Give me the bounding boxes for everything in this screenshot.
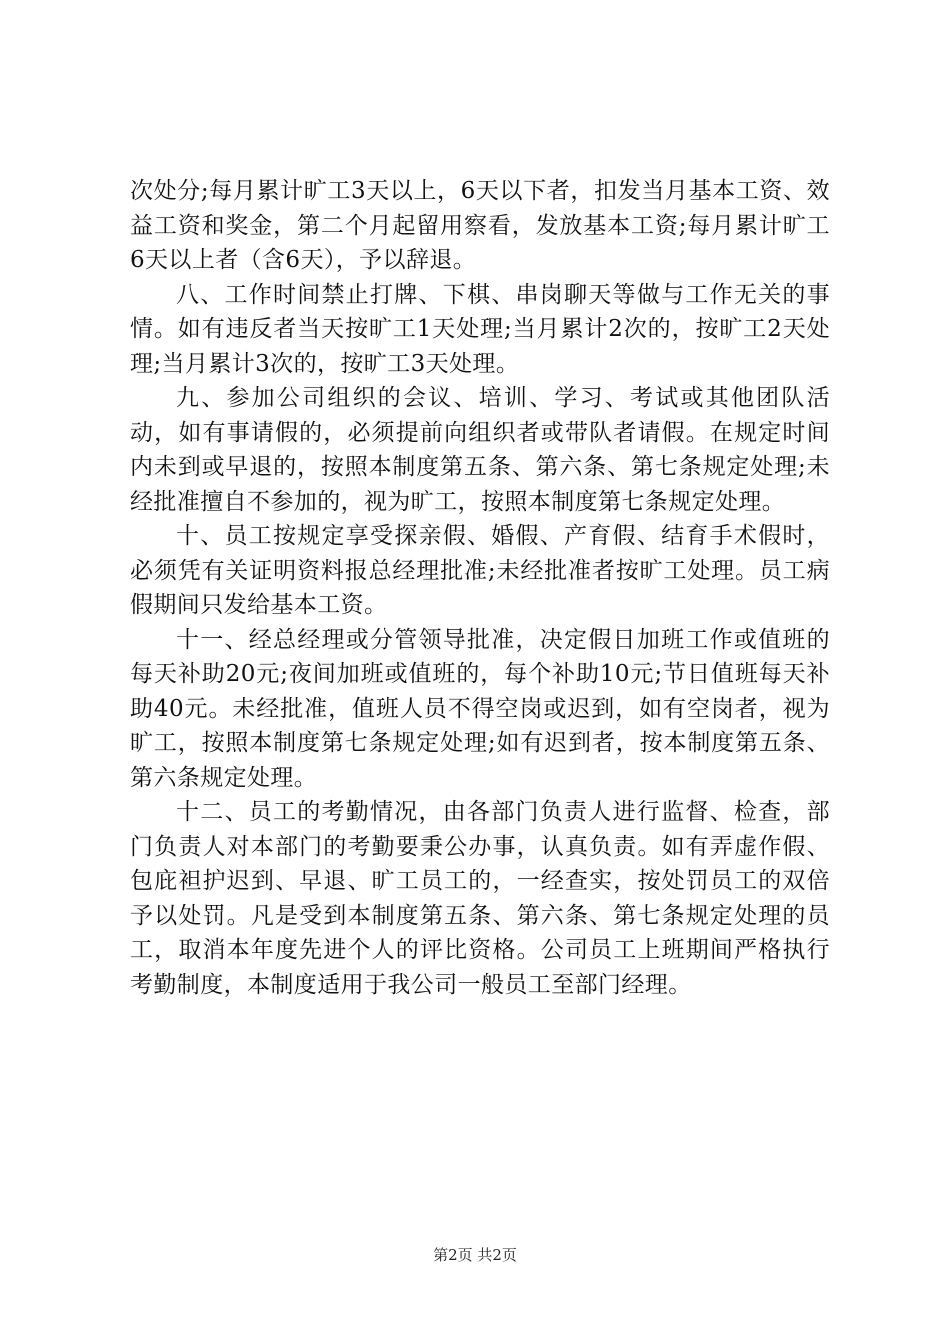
paragraph-article-11: 十一、经总经理或分管领导批准，决定假日加班工作或值班的每天补助20元;夜间加班或值班的，每个补助10元;节日值班每天补助40元。未经批准，值班人员不得空岗或迟到，如有空岗者，视为旷工，按照本制度第七条规定处理;如有迟到者，按本制度第五条、第六条规定处理。 [130,626,830,791]
paragraph-continuation: 次处分;每月累计旷工3天以上，6天以下者，扣发当月基本工资、效益工资和奖金，第二个月起留用察看，发放基本工资;每月累计旷工6天以上者（含6天），予以辞退。 [130,178,830,273]
paragraph-article-12: 十二、员工的考勤情况，由各部门负责人进行监督、检查，部门负责人对本部门的考勤要秉公办事，认真负责。如有弄虚作假、包庇袒护迟到、早退、旷工员工的，一经查实，按处罚员工的双倍予以处罚。凡是受到本制度第五条、第六条、第七条规定处理的员工，取消本年度先进个人的评比资格。公司员工上班期间严格执行考勤制度，本制度适用于我公司一般员工至部门经理。 [130,799,830,998]
paragraph-article-9: 九、参加公司组织的会议、培训、学习、考试或其他团队活动，如有事请假的，必须提前向组织者或带队者请假。在规定时间内未到或早退的，按照本制度第五条、第六条、第七条规定处理;未经批准擅自不参加的，视为旷工，按照本制度第七条规定处理。 [130,385,830,515]
paragraph-article-10: 十、员工按规定享受探亲假、婚假、产育假、结育手术假时，必须凭有关证明资料报总经理批准;未经批准者按旷工处理。员工病假期间只发给基本工资。 [130,523,830,618]
document-body [130,174,830,1002]
paragraph-article-8: 八、工作时间禁止打牌、下棋、串岗聊天等做与工作无关的事情。如有违反者当天按旷工1天处理;当月累计2次的，按旷工2天处理;当月累计3次的，按旷工3天处理。 [130,281,830,377]
page-number-footer: 第2页 共2页 [433,1246,517,1264]
